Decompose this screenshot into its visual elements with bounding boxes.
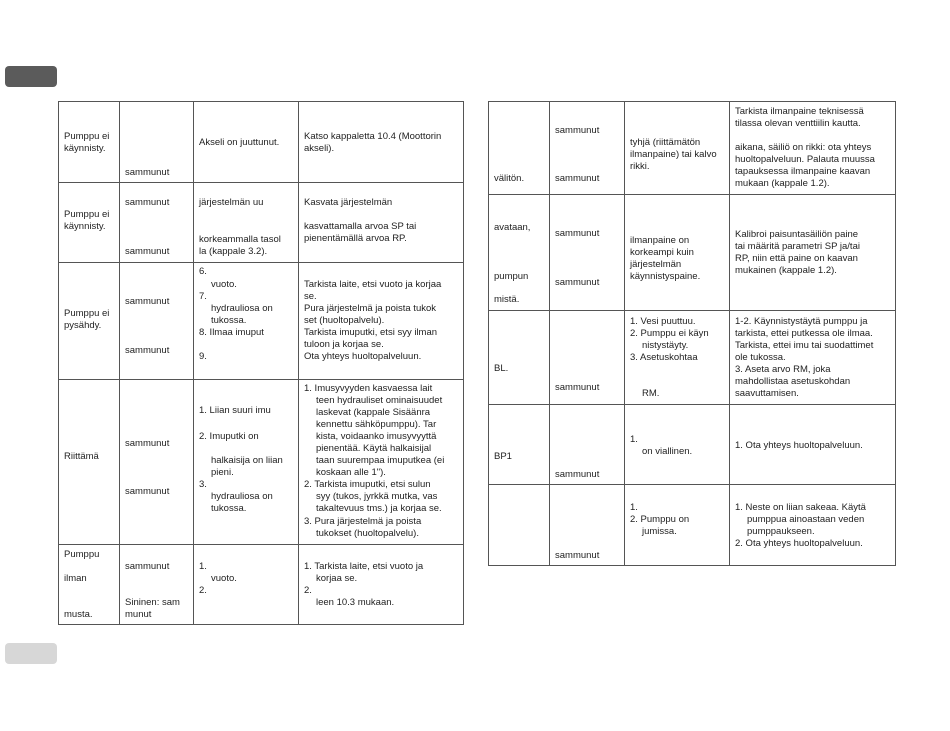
cell-text: tarkista, ettei putkessa ole ilmaa. (735, 328, 873, 339)
cause-cell (194, 545, 299, 624)
cell-text: takaltevuus tms.) ja korjaa se. (316, 503, 442, 514)
cell-text: kennettu sähköpumppu). Tar (316, 419, 437, 430)
cell-text: tukokset (huoltopalvelu). (316, 528, 419, 539)
cell-text: 3. Pura järjestelmä ja poista (304, 516, 422, 527)
remedy-cell (299, 102, 464, 182)
remedy-cell (730, 195, 896, 310)
fault-cell (59, 102, 120, 182)
cell-text: nistystäyty. (642, 340, 689, 351)
cell-text: 1. Tarkista laite, etsi vuoto ja (304, 561, 424, 572)
cell-text: 8. Ilmaa imuput (199, 327, 264, 338)
cell-text: mistä. (494, 294, 520, 305)
cell-text: la (kappale 3.2). (199, 246, 268, 257)
cell-text: RM. (642, 388, 660, 399)
fault-cell (59, 380, 120, 544)
cell-text: 1. Vesi puuttuu. (630, 316, 696, 327)
cell-text: sammunut (125, 345, 170, 356)
fault-cell (489, 485, 550, 565)
cell-text: ilman (64, 573, 87, 584)
remedy-cell (299, 263, 464, 379)
cell-text: Kasvata järjestelmän (304, 197, 393, 208)
cell-text: vuoto. (211, 279, 237, 290)
cell-text: Pumppu (64, 549, 100, 560)
cell-text: hydrauliosa on (211, 491, 273, 502)
state-cell (550, 102, 625, 194)
state-cell (550, 405, 625, 484)
cell-text: Ota yhteys huoltopalveluun. (304, 351, 422, 362)
cell-text: käynnisty. (64, 143, 106, 154)
cell-text: on viallinen. (642, 446, 693, 457)
cell-text: sammunut (125, 197, 170, 208)
cell-text: korkeammalla tasol (199, 234, 281, 245)
cell-text: tyhjä (riittämätön (630, 137, 701, 148)
cell-text: 2. Imuputki on (199, 431, 259, 442)
cell-text: sammunut (555, 228, 600, 239)
cell-text: 9. (199, 351, 207, 362)
state-cell (550, 311, 625, 404)
cell-text: Sininen: sam (125, 597, 180, 608)
cell-text: aikana, säiliö on rikki: ota yhteys (735, 142, 872, 153)
table-row (489, 102, 896, 195)
cell-text: 1. (199, 561, 207, 572)
cause-cell (194, 263, 299, 379)
state-cell (120, 183, 194, 262)
cell-text: käynnistyspaine. (630, 271, 701, 282)
cell-text: 3. Aseta arvo RM, joka (735, 364, 831, 375)
cell-text: sammunut (125, 167, 170, 178)
cell-text: kasvattamalla arvoa SP tai (304, 221, 417, 232)
cell-text: pysähdy. (64, 320, 102, 331)
cause-cell (194, 380, 299, 544)
cell-text: Tarkista laite, etsi vuoto ja korjaa (304, 279, 442, 290)
page-tab-marker (5, 643, 57, 664)
remedy-cell (730, 405, 896, 484)
fault-cell (59, 545, 120, 624)
cell-text: leen 10.3 mukaan. (316, 597, 395, 608)
fault-cell (489, 405, 550, 484)
cell-text: korjaa se. (316, 573, 358, 584)
cell-text: Pura järjestelmä ja poista tukok (304, 303, 437, 314)
cell-text: musta. (64, 609, 93, 620)
state-cell (120, 545, 194, 624)
cell-text: 1-2. Käynnistystäytä pumppu ja (735, 316, 868, 327)
cell-text: Riittämä (64, 451, 99, 462)
cell-text: sammunut (125, 438, 170, 449)
cell-text: pieni. (211, 467, 234, 478)
cell-text: välitön. (494, 173, 525, 184)
cell-text: halkaisija on liian (211, 455, 283, 466)
cell-text: tukossa. (211, 315, 247, 326)
cell-text: huoltopalveluun. Palauta muussa (735, 154, 875, 165)
cell-text: sammunut (555, 277, 600, 288)
cell-text: akseli). (304, 143, 335, 154)
table-row (489, 311, 896, 405)
cell-text: ilmanpaine on (630, 235, 690, 246)
cause-cell (625, 102, 730, 194)
cell-text: 6. (199, 266, 207, 277)
cell-text: sammunut (555, 173, 600, 184)
cell-text: sammunut (125, 486, 170, 497)
cell-text: 1. Neste on liian sakeaa. Käytä (735, 502, 866, 513)
section-tab-marker (5, 66, 57, 87)
fault-cell (59, 263, 120, 379)
table-row (489, 485, 896, 566)
cell-text: sammunut (125, 246, 170, 257)
cell-text: BP1 (494, 451, 512, 462)
cell-text: Katso kappaletta 10.4 (Moottorin (304, 131, 442, 142)
cell-text: munut (125, 609, 152, 620)
cell-text: 3. Asetuskohtaa (630, 352, 698, 363)
state-cell (120, 102, 194, 182)
cell-text: pienentämällä arvoa RP. (304, 233, 407, 244)
cell-text: Tarkista imuputki, etsi syy ilman (304, 327, 438, 338)
cell-text: sammunut (555, 125, 600, 136)
cell-text: 1. Ota yhteys huoltopalveluun. (735, 440, 863, 451)
cause-cell (625, 195, 730, 310)
cell-text: saavuttamisen. (735, 388, 799, 399)
cell-text: se. (304, 291, 317, 302)
cell-text: RP, niin että paine on kaavan (735, 253, 858, 264)
fault-cell (489, 195, 550, 310)
cell-text: 2. Pumppu ei käyn (630, 328, 709, 339)
cell-text: taan suurempaa imuputkea (ei (316, 455, 445, 466)
fault-cell (489, 311, 550, 404)
state-cell (550, 485, 625, 565)
cell-text: pumpun (494, 271, 529, 282)
cell-text: teen hydrauliset ominaisuudet (316, 395, 443, 406)
cell-text: sammunut (555, 382, 600, 393)
cell-text: mahdollistaa asetuskohdan (735, 376, 851, 387)
state-cell (550, 195, 625, 310)
cell-text: tuloon ja korjaa se. (304, 339, 384, 350)
cell-text: sammunut (125, 561, 170, 572)
cause-cell (194, 183, 299, 262)
cause-cell (625, 485, 730, 565)
cell-text: syy (tukos, jyrkkä mutka, vas (316, 491, 438, 502)
cell-text: 7. (199, 291, 207, 302)
cell-text: mukainen (kappale 1.2). (735, 265, 837, 276)
remedy-cell (299, 545, 464, 624)
table-row (489, 405, 896, 485)
cell-text: laskevat (kappale Sisäänra (316, 407, 431, 418)
cell-text: Pumppu ei (64, 131, 110, 142)
cell-text: ilmanpaine) tai kalvo (630, 149, 717, 160)
cause-cell (625, 405, 730, 484)
right-troubleshooting-table (488, 101, 896, 566)
cell-text: 2. Ota yhteys huoltopalveluun. (735, 538, 863, 549)
cell-text: tukossa. (211, 503, 247, 514)
cell-text: pienentää. Käytä halkaisijal (316, 443, 432, 454)
cell-text: 3. (199, 479, 207, 490)
cell-text: sammunut (555, 469, 600, 480)
cell-text: tai määritä parametri SP ja/tai (735, 241, 860, 252)
cell-text: 1. (630, 502, 638, 513)
cell-text: BL. (494, 363, 509, 374)
cell-text: 2. Tarkista imuputki, etsi sulun (304, 479, 431, 490)
cell-text: 1. Imusyvyyden kasvaessa lait (304, 383, 433, 394)
cell-text: Pumppu ei (64, 308, 110, 319)
cell-text: Pumppu ei (64, 209, 110, 220)
cell-text: järjestelmän uu (199, 197, 264, 208)
cell-text: Akseli on juuttunut. (199, 137, 280, 148)
cell-text: ole tukossa. (735, 352, 786, 363)
cell-text: 2. Pumppu on (630, 514, 690, 525)
left-troubleshooting-table (58, 101, 464, 625)
cell-text: sammunut (555, 550, 600, 561)
remedy-cell (299, 183, 464, 262)
cell-text: 2. (199, 585, 207, 596)
state-cell (120, 263, 194, 379)
table-row (489, 195, 896, 311)
cell-text: Tarkista, ettei imu tai suodattimet (735, 340, 874, 351)
fault-cell (489, 102, 550, 194)
cell-text: Kalibroi paisuntasäiliön paine (735, 229, 859, 240)
cell-text: koskaan alle 1"). (316, 467, 386, 478)
cell-text: tilassa olevan venttiilin kautta. (735, 118, 861, 129)
cell-text: jumissa. (642, 526, 677, 537)
cell-text: 2. (304, 585, 312, 596)
table-row (59, 263, 464, 380)
cell-text: korkeampi kuin (630, 247, 694, 258)
cell-text: rikki. (630, 161, 650, 172)
cell-text: sammunut (125, 296, 170, 307)
cell-text: vuoto. (211, 573, 237, 584)
cell-text: järjestelmän (630, 259, 682, 270)
table-row (59, 183, 464, 263)
remedy-cell (730, 485, 896, 565)
cell-text: tapauksessa ilmanpaine kaavan (735, 166, 871, 177)
cause-cell (194, 102, 299, 182)
cell-text: avataan, (494, 222, 531, 233)
fault-cell (59, 183, 120, 262)
remedy-cell (299, 380, 464, 544)
cause-cell (625, 311, 730, 404)
cell-text: 1. (630, 434, 638, 445)
cell-text: Tarkista ilmanpaine teknisessä (735, 106, 864, 117)
remedy-cell (730, 102, 896, 194)
state-cell (120, 380, 194, 544)
cell-text: käynnisty. (64, 221, 106, 232)
table-row (59, 545, 464, 625)
cell-text: 1. Liian suuri imu (199, 405, 271, 416)
cell-text: kista, voidaanko imusyvyyttä (316, 431, 437, 442)
cell-text: pumppaukseen. (747, 526, 815, 537)
remedy-cell (730, 311, 896, 404)
table-row (59, 380, 464, 545)
cell-text: hydrauliosa on (211, 303, 273, 314)
table-row (59, 102, 464, 183)
cell-text: pumppua ainoastaan veden (747, 514, 865, 525)
cell-text: set (huoltopalvelu). (304, 315, 385, 326)
cell-text: mukaan (kappale 1.2). (735, 178, 830, 189)
